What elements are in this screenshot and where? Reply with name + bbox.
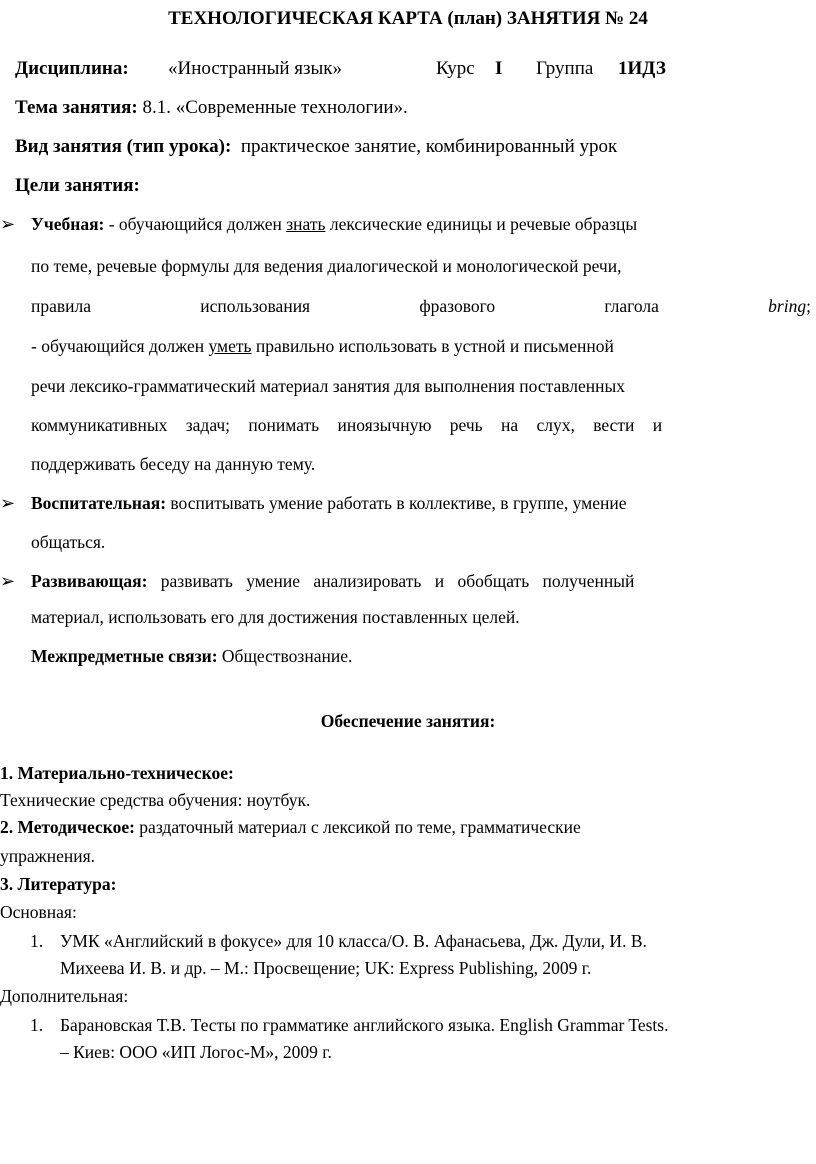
discipline-label: Дисциплина:	[15, 58, 129, 79]
educational-line1: Учебная: - обучающийся должен знать лексические единицы и речевые образцы	[31, 214, 638, 234]
course-value: I	[495, 58, 503, 79]
discipline-value: «Иностранный язык»	[168, 58, 343, 79]
methodical-line1: 2. Методическое: раздаточный материал с лексикой по теме, грамматические	[0, 817, 581, 837]
main-literature-line1: УМК «Английский в фокусе» для 10 класса/О. В. Афанасьева, Дж. Дули, И. В.	[60, 931, 647, 951]
page-title: ТЕХНОЛОГИЧЕСКАЯ КАРТА (план) ЗАНЯТИЯ № 24	[168, 8, 648, 29]
educational-line5: речи лексико-грамматический материал занятия для выполнения поставленных	[31, 376, 626, 396]
main-literature-label: Основная:	[0, 902, 77, 922]
upbringing-line1: Воспитательная: воспитывать умение работать в коллективе, в группе, умение	[31, 493, 627, 513]
arrow-bullet-icon: ➢	[0, 493, 16, 513]
arrow-bullet-icon: ➢	[0, 571, 16, 591]
topic-line: Тема занятия: 8.1. «Современные технологии».	[15, 97, 408, 118]
group-label: Группа	[536, 58, 594, 79]
extra-literature-line2: – Киев: ООО «ИП Логос-М», 2009 г.	[60, 1042, 332, 1062]
educational-line4: - обучающийся должен уметь правильно использовать в устной и письменной	[31, 336, 614, 356]
interdisciplinary-line: Межпредметные связи: Обществознание.	[31, 646, 353, 666]
main-literature-number: 1.	[30, 931, 44, 951]
material-text: Технические средства обучения: ноутбук.	[0, 790, 311, 810]
material-label: 1. Материально-техническое:	[0, 763, 234, 783]
educational-line6: коммуникативных задач; понимать иноязычную речь на слух, вести и	[31, 415, 663, 435]
extra-literature-number: 1.	[30, 1015, 44, 1035]
educational-line2: по теме, речевые формулы для ведения диалогической и монологической речи,	[31, 256, 622, 276]
educational-line3: правила использования фразового глагола bring;	[31, 296, 811, 316]
extra-literature-label: Дополнительная:	[0, 986, 129, 1006]
provision-title: Обеспечение занятия:	[320, 711, 496, 731]
educational-line7: поддерживать беседу на данную тему.	[31, 454, 316, 474]
group-value: 1ИДЗ	[618, 58, 666, 79]
methodical-line2: упражнения.	[0, 846, 96, 866]
arrow-bullet-icon: ➢	[0, 214, 16, 234]
lesson-type-line: Вид занятия (тип урока): практическое занятие, комбинированный урок	[15, 136, 618, 157]
developing-line2: материал, использовать его для достижения поставленных целей.	[31, 607, 520, 627]
main-literature-line2: Михеева И. В. и др. – М.: Просвещение; UK: Express Publishing, 2009 г.	[60, 958, 592, 978]
goals-label: Цели занятия:	[15, 175, 140, 196]
literature-label: 3. Литература:	[0, 874, 117, 894]
developing-line1: Развивающая: развивать умение анализировать и обобщать полученный	[31, 571, 635, 591]
course-label: Курс	[436, 58, 475, 79]
extra-literature-line1: Барановская Т.В. Тесты по грамматике английского языка. English Grammar Tests.	[60, 1015, 669, 1035]
upbringing-line2: общаться.	[31, 532, 106, 552]
